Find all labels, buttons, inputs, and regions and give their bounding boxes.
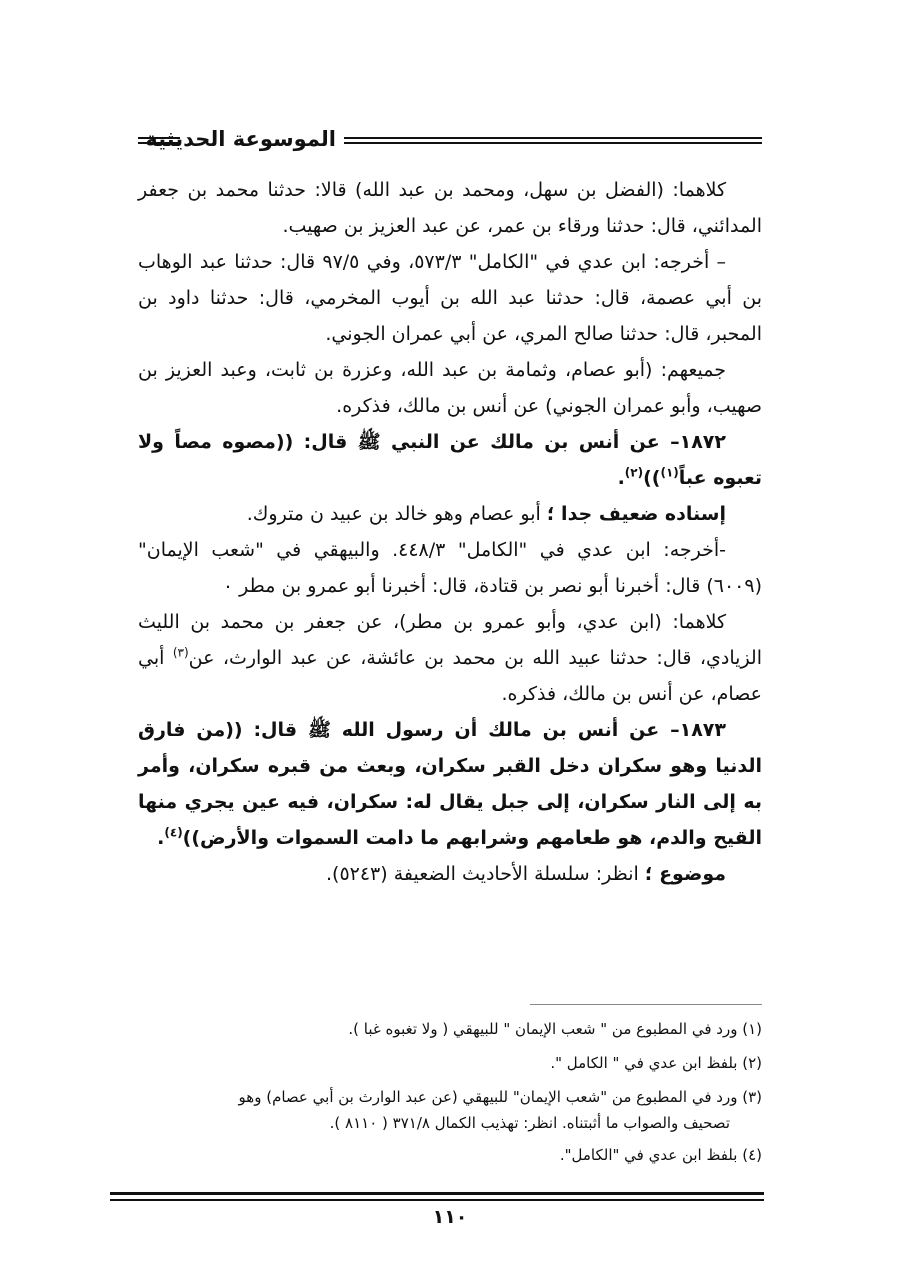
footer-rule: [110, 1192, 764, 1195]
footnote-ref: (٣): [172, 645, 189, 660]
footnote-ref: (١): [660, 465, 679, 480]
paragraph: – أخرجه: ابن عدي في "الكامل" ٥٧٣/٣، وفي ٩٧/٥ قال: حدثنا عبد الوهاب بن أبي عصمة، قال: حدثنا عبد الله بن أيوب المخرمي، قال: حدثنا داود بن المحبر، قال: حدثنا صالح المري، عن أبي عمران الجوني.: [138, 251, 762, 345]
footnote: (٢) بلفظ ابن عدي في " الكامل ".: [550, 1054, 762, 1072]
hadith-close: )): [643, 467, 661, 489]
footnote-ref: (٢): [624, 465, 644, 480]
ruling-lead: موضوع ؛: [644, 863, 726, 885]
hadith-1873: [138, 712, 762, 856]
footnote-continuation: تصحيف والصواب ما أثبتناه. انظر: تهذيب الكمال ٣٧١/٨ ( ٨١١٠ ).: [329, 1114, 730, 1132]
hadith-1872: [138, 424, 762, 496]
page-number: ١١٠: [432, 1206, 468, 1228]
running-header: [138, 124, 762, 154]
header-title: الموسوعة الحديثية: [137, 124, 344, 154]
hadith-end: .: [617, 467, 625, 489]
ruling-lead: إسناده ضعيف جدا ؛: [546, 503, 726, 525]
hadith-end: .: [157, 827, 165, 849]
header-rule: [138, 137, 180, 139]
footnote: (٤) بلفظ ابن عدي في "الكامل".: [559, 1146, 762, 1164]
header-rule: [344, 137, 762, 139]
paragraph: جميعهم: (أبو عصام، وثمامة بن عبد الله، وعزرة بن ثابت، وعبد العزيز بن صهيب، وأبو عمران الجوني) عن أنس بن مالك، فذكره.: [138, 359, 762, 417]
ruling-rest: انظر: سلسلة الأحاديث الضعيفة (٥٢٤٣).: [325, 863, 645, 885]
footnote: (٣) ورد في المطبوع من "شعب الإيمان" للبيهقي (عن عبد الوارث بن أبي عصام) وهو: [238, 1088, 762, 1106]
ruling-rest: أبو عصام وهو خالد بن عبيد ن متروك.: [246, 503, 547, 525]
footnotes: [138, 1012, 762, 1172]
hadith-text: ١٨٧٣– عن أنس بن مالك أن رسول الله ﷺ قال: ((من فارق الدنيا وهو سكران دخل القبر سكران، وبعث من قبره سكران، وأمر به إلى النار سكران، إلى جبل يقال له: سكران، فيه عين يجري منها القيح والدم، هو طعامهم وشرابهم ما دامت السموات والأرض)): [138, 719, 762, 849]
main-text: [138, 172, 762, 892]
paragraph: [138, 604, 762, 712]
hadith-text: ١٨٧٢– عن أنس بن مالك عن النبي ﷺ قال: ((مصوه مصاً ولا تعبوه عباً: [138, 431, 762, 489]
chain-text: كلاهما: (ابن عدي، وأبو عمرو بن مطر)، عن جعفر بن محمد بن الليث الزيادي، قال: حدثنا عبيد الله بن محمد بن عائشة، عن عبد الوارث، عن: [138, 611, 762, 669]
header-rule: [344, 142, 762, 144]
footer-rule: [110, 1199, 764, 1201]
header-rule: [138, 142, 180, 144]
chain-text: أبي عصام، عن أنس بن مالك، فذكره.: [138, 647, 762, 705]
isnad-ruling: [138, 856, 762, 892]
paragraph: -أخرجه: ابن عدي في "الكامل" ٤٤٨/٣. والبيهقي في "شعب الإيمان" (٦٠٠٩) قال: أخبرنا أبو نصر بن قتادة، قال: أخبرنا أبو عمرو بن مطر ٠: [138, 539, 762, 597]
footnote: (١) ورد في المطبوع من " شعب الإيمان " للبيهقي ( ولا تغبوه غبا ).: [348, 1020, 762, 1038]
footnote-separator: [530, 1004, 762, 1005]
footnote-ref: (٤): [164, 825, 183, 840]
paragraph: كلاهما: (الفضل بن سهل، ومحمد بن عبد الله) قالا: حدثنا محمد بن جعفر المدائني، قال: حدثنا ورقاء بن عمر، عن عبد العزيز بن صهيب.: [138, 179, 762, 237]
isnad-ruling: [138, 496, 762, 532]
